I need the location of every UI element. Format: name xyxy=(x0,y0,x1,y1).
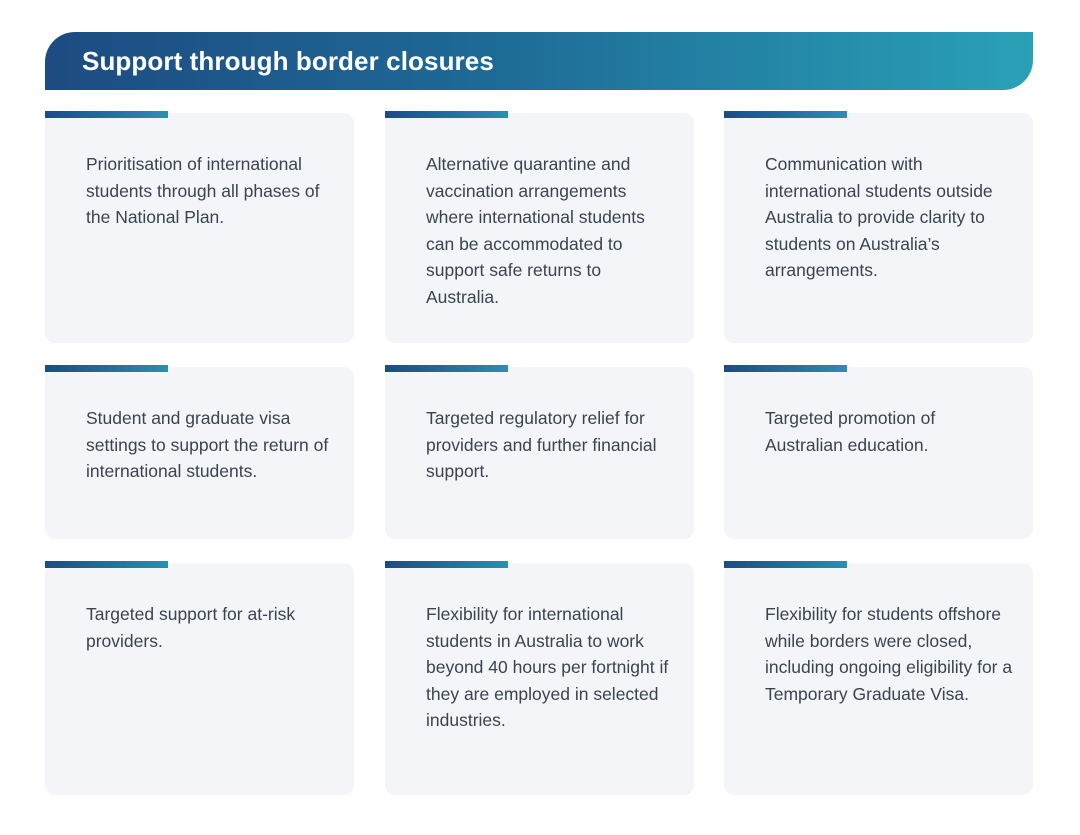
support-card-promotion xyxy=(724,367,1033,539)
card-text: Targeted support for at-risk providers. xyxy=(86,604,296,651)
support-card-visa-settings xyxy=(45,367,354,539)
card-text: Prioritisation of international students through all phases of the National Plan. xyxy=(86,154,320,227)
support-card-offshore-flexibility xyxy=(724,563,1033,795)
card-accent-bar xyxy=(385,111,508,118)
support-card-work-hours xyxy=(385,563,694,795)
card-text: Student and graduate visa settings to support the return of international students. xyxy=(86,408,329,481)
card-accent-bar xyxy=(724,111,847,118)
card-accent-bar xyxy=(724,561,847,568)
card-accent-bar xyxy=(45,365,168,372)
page-title: Support through border closures xyxy=(82,45,494,76)
support-card-communication xyxy=(724,113,1033,343)
support-card-quarantine xyxy=(385,113,694,343)
card-accent-bar xyxy=(45,111,168,118)
support-card-regulatory-relief xyxy=(385,367,694,539)
card-text: Targeted regulatory relief for providers and further financial support. xyxy=(426,408,657,481)
card-accent-bar xyxy=(385,365,508,372)
section-header xyxy=(45,32,1033,90)
card-text: Targeted promotion of Australian education. xyxy=(765,408,936,455)
card-text: Flexibility for students offshore while borders were closed, including ongoing eligibility for a Temporary Graduate Visa. xyxy=(765,604,1013,704)
card-accent-bar xyxy=(45,561,168,568)
card-accent-bar xyxy=(724,365,847,372)
support-card-prioritisation xyxy=(45,113,354,343)
card-text: Flexibility for international students in Australia to work beyond 40 hours per fortnight if they are employed in selected industries. xyxy=(426,604,669,730)
card-accent-bar xyxy=(385,561,508,568)
card-text: Communication with international students outside Australia to provide clarity to students on Australia’s arrangements. xyxy=(765,154,993,280)
card-text: Alternative quarantine and vaccination arrangements where international students can be accommodated to support safe returns to Australia. xyxy=(426,154,645,307)
support-card-at-risk-providers xyxy=(45,563,354,795)
